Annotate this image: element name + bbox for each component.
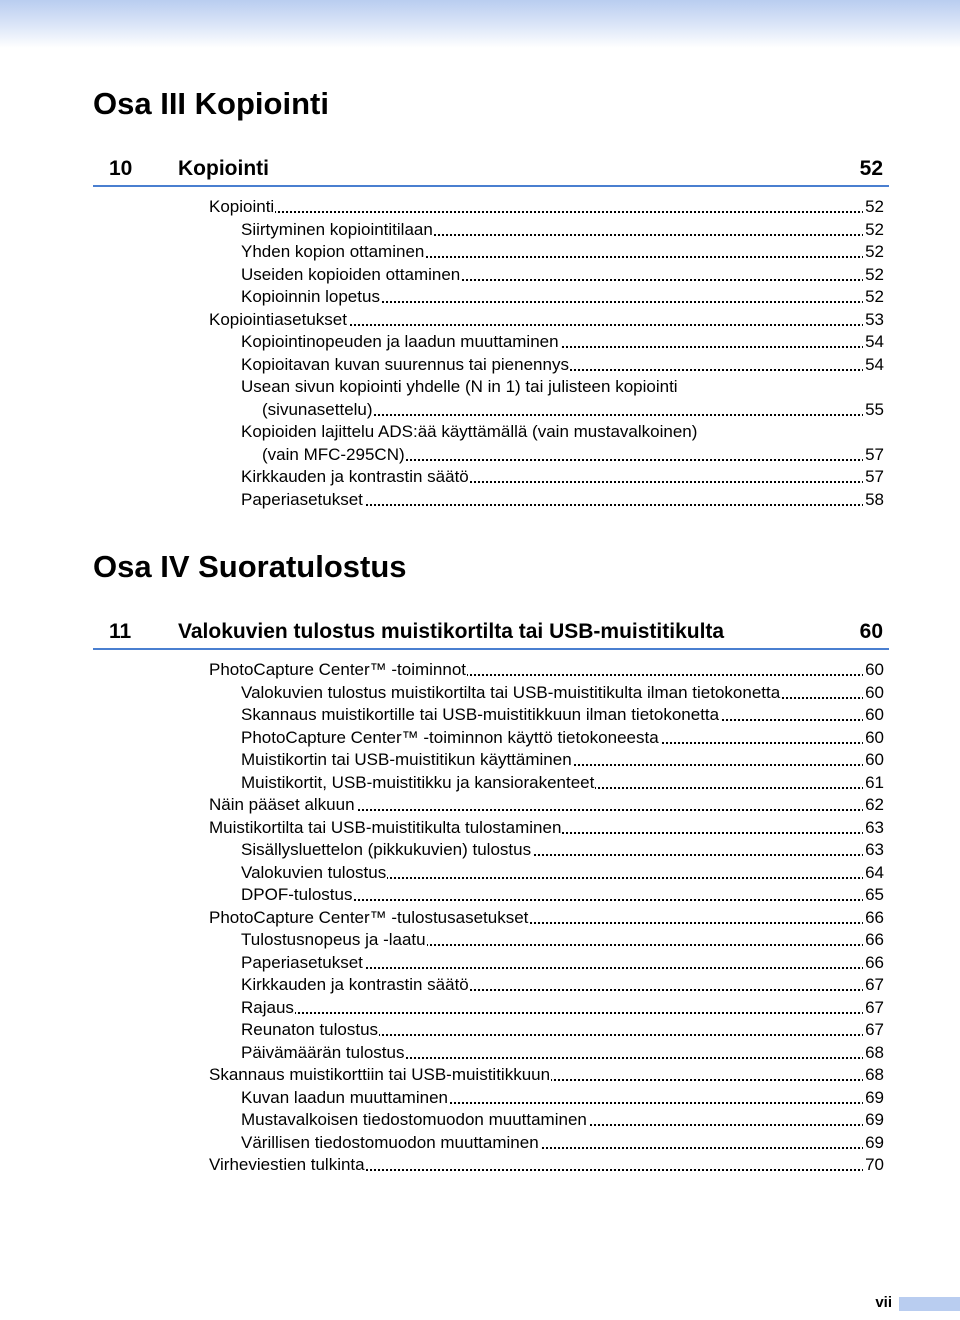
toc-entry[interactable]	[209, 309, 884, 331]
toc-entry-title: PhotoCapture Center™ -toiminnot	[209, 660, 467, 679]
toc-entry[interactable]	[241, 1042, 884, 1064]
page-number: vii	[875, 1294, 892, 1311]
toc-entry[interactable]	[241, 929, 884, 951]
toc-entry-page: 53	[865, 309, 884, 329]
toc-entry-title: (sivunasettelu)	[262, 399, 373, 419]
toc-entry[interactable]	[241, 219, 884, 241]
toc-entry[interactable]	[241, 331, 884, 353]
toc-entry-title: PhotoCapture Center™ -tulostusasetukset	[209, 907, 529, 927]
toc-entry-title: Skannaus muistikorttiin tai USB-muistitikkuun	[209, 1065, 551, 1084]
toc-entry-title: Virheviestien tulkinta	[209, 1155, 365, 1174]
toc-entry[interactable]	[262, 444, 884, 466]
toc-entry-title: Kopiointiasetukset	[209, 309, 347, 329]
toc-entry-page: 54	[865, 332, 884, 351]
toc-entry-page: 67	[865, 1020, 884, 1039]
toc-entry[interactable]	[209, 659, 884, 681]
toc-entry-title: Muistikortilta tai USB-muistitikulta tulostaminen	[209, 817, 562, 837]
toc-entry[interactable]	[209, 817, 884, 839]
toc-entry-page: 63	[865, 817, 884, 837]
chapter-heading[interactable]	[93, 153, 889, 187]
toc-entry-page: 54	[865, 354, 884, 374]
toc-entry-page: 69	[865, 1087, 884, 1107]
toc-entry-page: 69	[865, 1132, 884, 1152]
toc-entry-title: Paperiasetukset	[241, 952, 363, 972]
toc-entry[interactable]	[209, 196, 884, 218]
toc-entry-page: 64	[865, 862, 884, 882]
toc-entry-title: PhotoCapture Center™ -toiminnon käyttö tietokoneesta	[241, 727, 659, 747]
toc-entry-page: 68	[865, 1065, 884, 1084]
toc-entry[interactable]	[241, 1132, 884, 1154]
toc-entry-title: Kopiointinopeuden ja laadun muuttaminen	[241, 332, 559, 351]
toc-entry-title: Kopioinnin lopetus	[241, 287, 380, 306]
toc-entry[interactable]	[241, 749, 884, 771]
toc-entry-page: 60	[865, 682, 884, 702]
toc-entry-title: Valokuvien tulostus muistikortilta tai USB-muistitikulta ilman tietokonetta	[241, 682, 781, 702]
toc-entry-page: 69	[865, 1110, 884, 1129]
toc-entry-page: 67	[865, 975, 884, 994]
part-title: Osa IV Suoratulostus	[93, 549, 407, 584]
toc-entry-title: Valokuvien tulostus	[241, 862, 387, 882]
toc-entry-title: Reunaton tulostus	[241, 1020, 379, 1039]
chapter-page: 60	[859, 620, 883, 643]
toc-entry-title: Sisällysluettelon (pikkukuvien) tulostus	[241, 840, 532, 859]
toc-entry-page: 61	[865, 772, 884, 792]
toc-entry-page: 63	[865, 840, 884, 859]
toc-entry[interactable]	[241, 974, 884, 996]
toc-entry-title: Muistikortin tai USB-muistitikun käyttäminen	[241, 750, 572, 769]
header-band	[0, 0, 960, 48]
chapter-heading[interactable]	[93, 616, 889, 650]
chapter-title: Kopiointi	[178, 157, 269, 180]
toc-entry-page: 55	[865, 399, 884, 419]
toc-entry-page: 52	[865, 264, 884, 284]
toc-entry[interactable]	[241, 1109, 884, 1131]
toc-entry[interactable]	[241, 264, 884, 286]
toc-entry-title: Mustavalkoisen tiedostomuodon muuttaminen	[241, 1110, 587, 1129]
toc-entry[interactable]	[209, 1154, 884, 1176]
toc-entry-page: 58	[865, 489, 884, 509]
toc-entry-title: Kuvan laadun muuttaminen	[241, 1087, 448, 1107]
toc-entry[interactable]	[241, 354, 884, 376]
toc-entry-title: Kopioitavan kuvan suurennus tai pienennys	[241, 354, 569, 374]
toc-entry[interactable]	[241, 682, 884, 704]
toc-entry[interactable]	[209, 1064, 884, 1086]
toc-entry-title: Tulostusnopeus ja -laatu	[241, 930, 426, 949]
toc-entry[interactable]	[209, 907, 884, 929]
toc-entry[interactable]	[241, 884, 884, 906]
toc-entry-title: Värillisen tiedostomuodon muuttaminen	[241, 1132, 539, 1152]
toc-entry-page: 60	[865, 727, 884, 747]
chapter-number: 10	[109, 157, 133, 180]
toc-entry[interactable]	[241, 489, 884, 511]
toc-entry-page: 66	[865, 930, 884, 949]
page-number-bar	[899, 1297, 960, 1311]
toc-entry[interactable]	[241, 1019, 884, 1041]
toc-entry-page: 57	[865, 467, 884, 486]
toc-entry-page: 52	[865, 197, 884, 216]
toc-entry-title: Näin pääset alkuun	[209, 795, 355, 814]
toc-entry-page: 70	[865, 1155, 884, 1174]
toc-entry-page: 52	[865, 287, 884, 306]
toc-entry-title: Skannaus muistikortille tai USB-muistitikkuun ilman tietokonetta	[241, 705, 720, 724]
toc-entry-page: 52	[865, 242, 884, 261]
toc-entry[interactable]	[241, 997, 884, 1019]
toc-entry-title: Yhden kopion ottaminen	[241, 242, 425, 261]
toc-entry[interactable]	[241, 952, 884, 974]
chapter-page: 52	[859, 157, 883, 180]
toc-entry-title: Rajaus	[241, 997, 294, 1017]
toc-entry-page: 68	[865, 1042, 884, 1062]
toc-entry-title: (vain MFC-295CN)	[262, 444, 405, 464]
toc-entry-page: 65	[865, 885, 884, 904]
toc-entry-page: 62	[865, 795, 884, 814]
toc-entry-title: Paperiasetukset	[241, 489, 363, 509]
toc-entry[interactable]	[209, 794, 884, 816]
chapter-number: 11	[109, 620, 132, 643]
toc-entry-title: Kirkkauden ja kontrastin säätö	[241, 975, 469, 994]
dot-leader	[241, 1012, 884, 1014]
toc-entry-title: Päivämäärän tulostus	[241, 1042, 405, 1062]
toc-entry[interactable]	[241, 286, 884, 308]
toc-entry[interactable]	[241, 772, 884, 794]
toc-entry[interactable]	[241, 466, 884, 488]
toc-entry-page: 66	[865, 952, 884, 972]
toc-entry[interactable]	[262, 399, 884, 421]
toc-entry-title: Kopiointi	[209, 197, 275, 216]
toc-entry-page: 52	[865, 219, 884, 239]
part-title: Osa III Kopiointi	[93, 86, 329, 121]
toc-entry-title: Kirkkauden ja kontrastin säätö	[241, 467, 469, 486]
toc-entry-page: 60	[865, 705, 884, 724]
toc-entry-title: Useiden kopioiden ottaminen	[241, 264, 461, 284]
toc-entry[interactable]	[241, 727, 884, 749]
toc-entry-title: Muistikortit, USB-muistitikku ja kansiorakenteet	[241, 772, 595, 792]
toc-entry[interactable]	[241, 839, 884, 861]
toc-entry-page: 66	[865, 907, 884, 927]
toc-entry[interactable]	[241, 241, 884, 263]
toc-entry-title: DPOF-tulostus	[241, 885, 353, 904]
toc-entry-first-line[interactable]: Kopioiden lajittelu ADS:ää käyttämällä (vain mustavalkoinen)	[241, 422, 698, 441]
toc-entry-title: Siirtyminen kopiointitilaan	[241, 219, 433, 239]
toc-entry-page: 60	[865, 660, 884, 679]
toc-entry-page: 57	[865, 444, 884, 464]
toc-entry-page: 67	[865, 997, 884, 1017]
toc-entry[interactable]	[241, 1087, 884, 1109]
toc-entry-first-line[interactable]: Usean sivun kopiointi yhdelle (N in 1) tai julisteen kopiointi	[241, 377, 678, 396]
toc-entry[interactable]	[241, 862, 884, 884]
dot-leader	[209, 211, 884, 213]
toc-entry[interactable]	[241, 704, 884, 726]
toc-entry-page: 60	[865, 750, 884, 769]
chapter-title: Valokuvien tulostus muistikortilta tai USB-muistitikulta	[178, 620, 725, 643]
